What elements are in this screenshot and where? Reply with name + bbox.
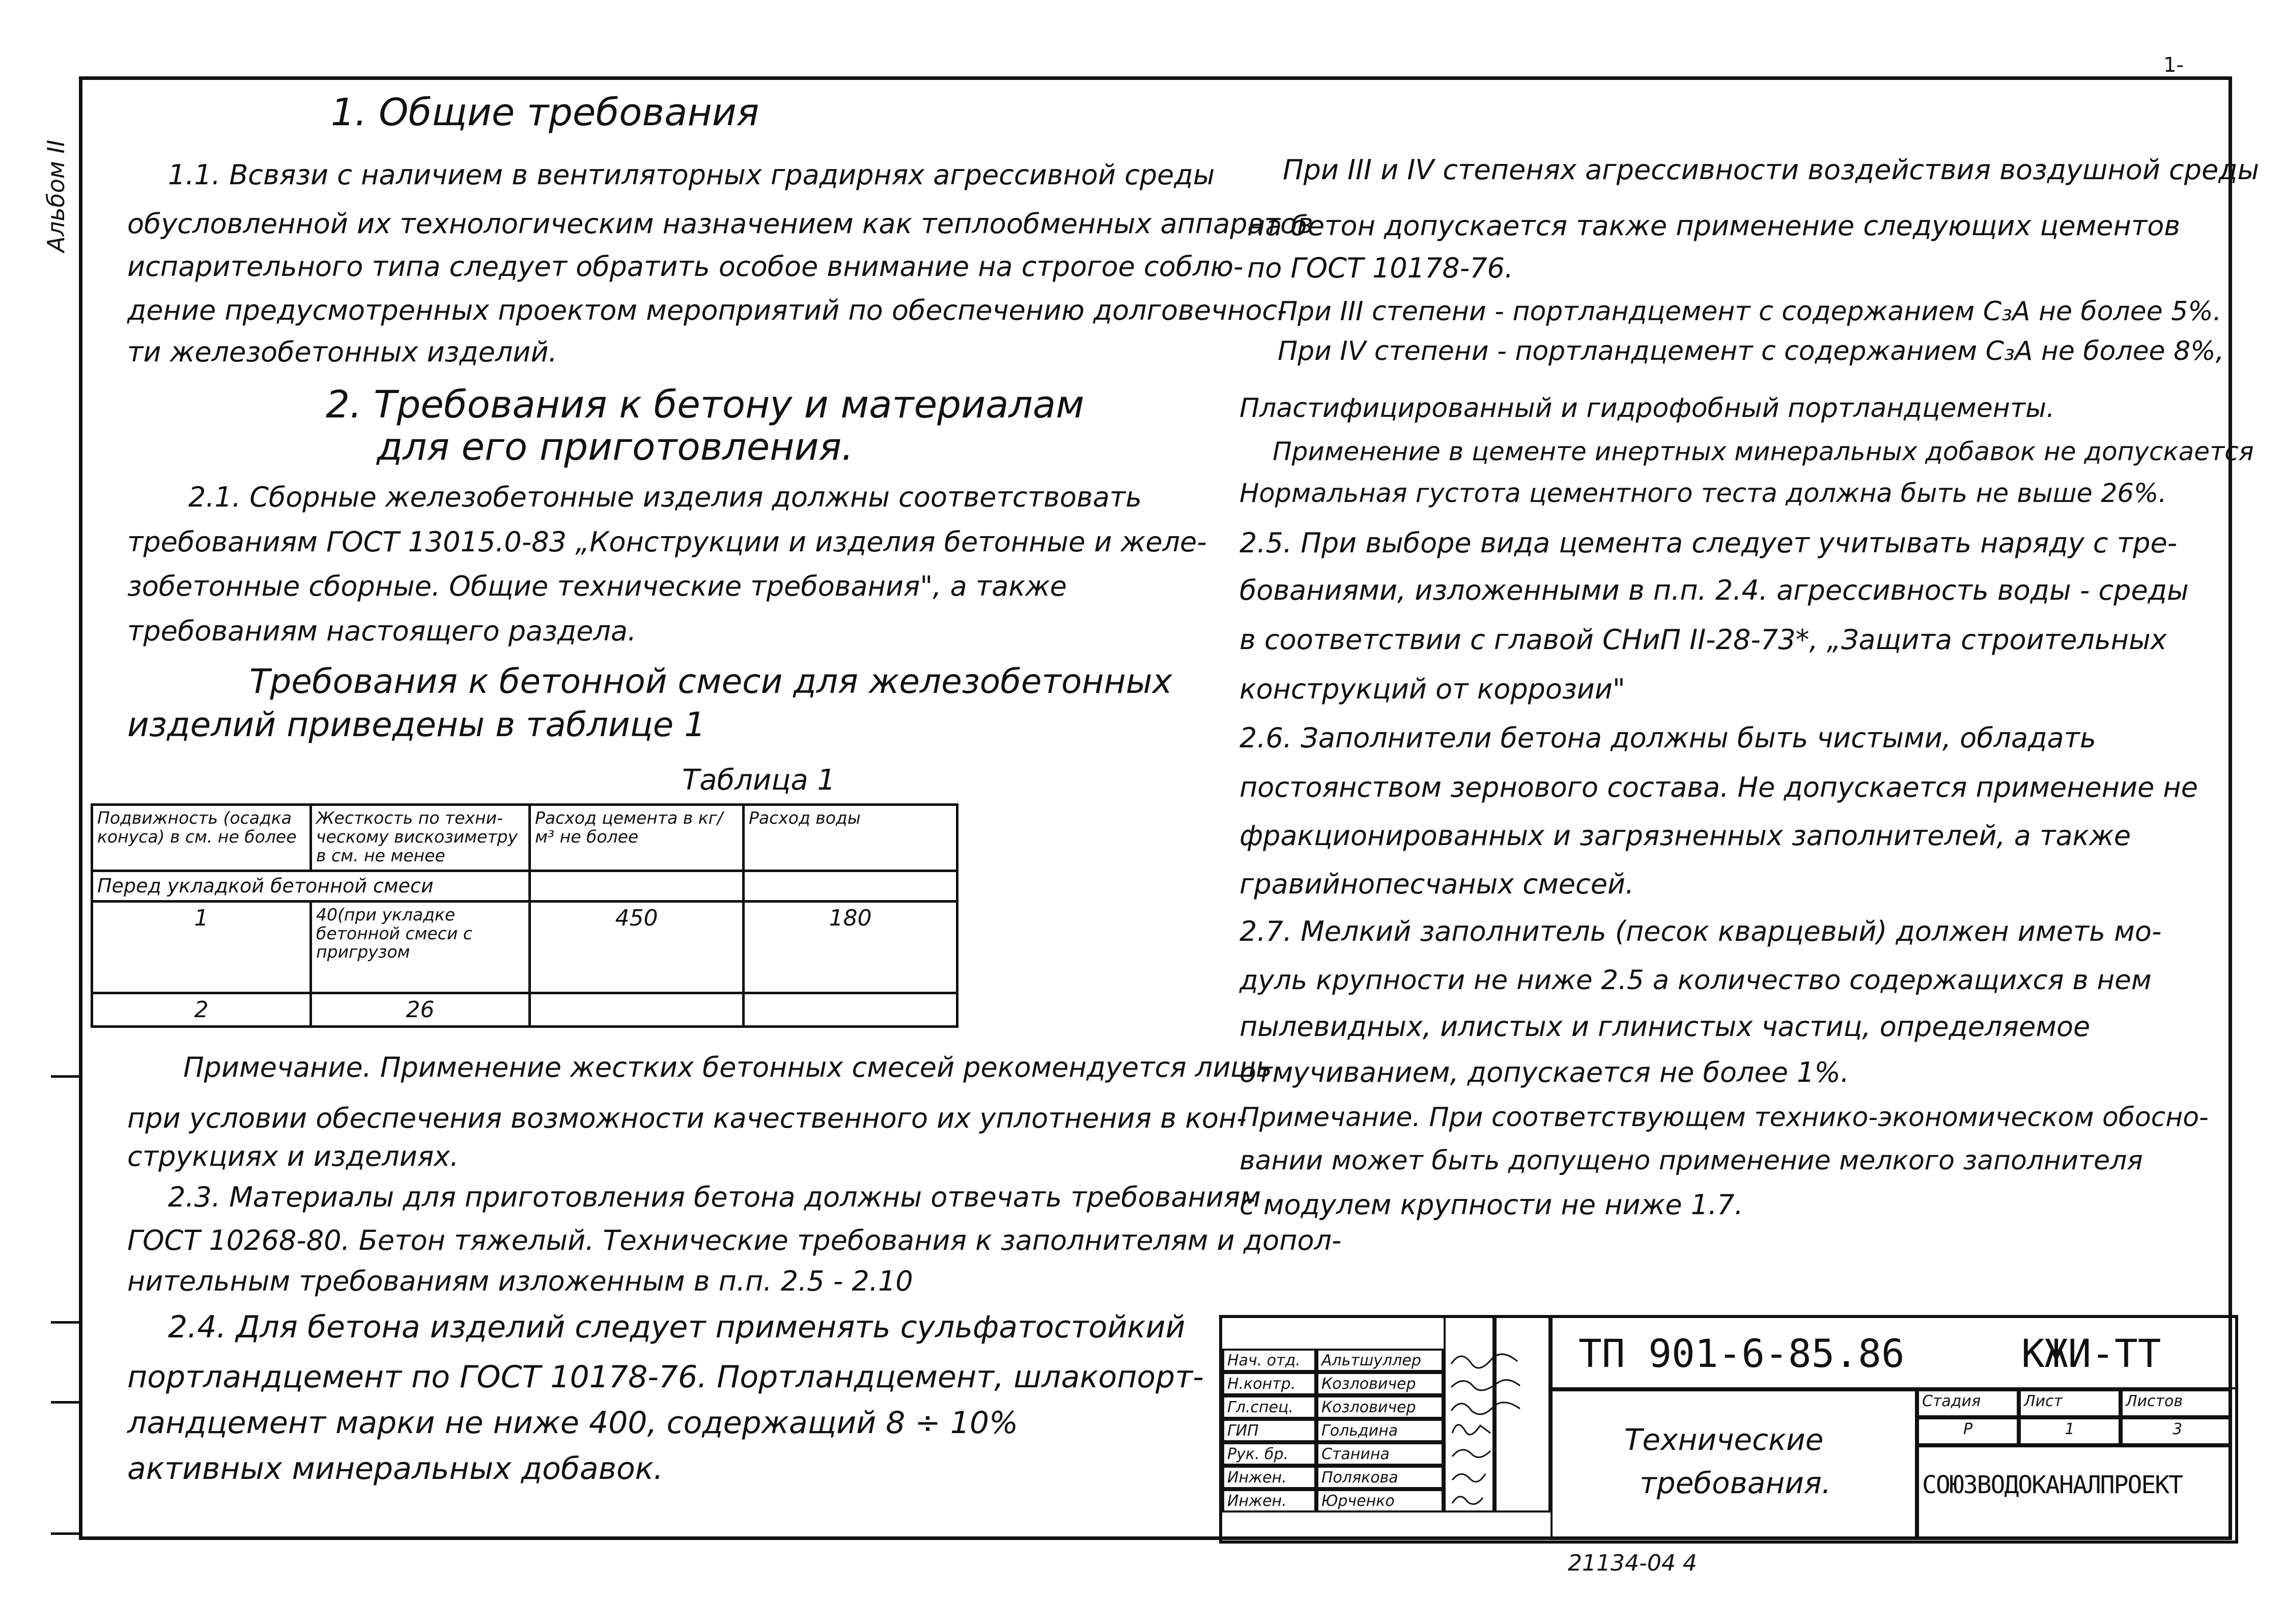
section-1-heading: 1. Общие требования xyxy=(331,91,759,134)
text-line: Примечание. Применение жестких бетонных смесей рекомендуется лишь xyxy=(183,1051,1272,1083)
table-cell: 40(при укладке бетонной смеси с пригрузом xyxy=(311,901,530,993)
table-row xyxy=(92,901,957,993)
name-cell: Козловичер xyxy=(1316,1372,1444,1395)
text-line: При III степени - портландцемент с содержанием C₃A не более 5%. xyxy=(1278,296,2222,327)
corner-mark: 1- xyxy=(2163,53,2184,77)
text-line: При IV степени - портландцемент с содержанием C₃A не более 8%, xyxy=(1278,336,2224,367)
table-subheader-cell: Перед укладкой бетонной смеси xyxy=(92,871,530,902)
text-line: требованиям настоящего раздела. xyxy=(127,615,637,647)
table-header-cell: Расход цемента в кг/м³ не более xyxy=(530,805,744,871)
text-line: конструкций от коррозии" xyxy=(1239,673,1625,705)
table-header-cell: Жесткость по техни- ческому вискозиметру в см. не менее xyxy=(311,805,530,871)
text-line: Примечание. При соответствующем технико-экономическом обосно- xyxy=(1239,1102,2209,1133)
text-line: Нормальная густота цементного теста должна быть не выше 26%. xyxy=(1239,479,2167,509)
table-header-cell: Подвижность (осадка конуса) в см. не более xyxy=(92,805,311,871)
sheet-title-cont: требования. xyxy=(1640,1466,1831,1500)
title-block xyxy=(1219,1315,2238,1544)
name-cell: Станина xyxy=(1316,1442,1444,1466)
text-line: постоянством зернового состава. Не допускается применение не xyxy=(1239,771,2198,803)
signature-stroke xyxy=(1452,1474,1485,1482)
table-cell: 180 xyxy=(744,901,957,993)
text-line: вании может быть допущено применение мелкого заполнителя xyxy=(1239,1145,2143,1176)
text-line: струкциях и изделиях. xyxy=(127,1140,459,1172)
signature-stroke xyxy=(1452,1450,1490,1458)
section-2-heading: 2. Требования к бетону и материалам xyxy=(326,383,1084,427)
text-line: Пластифицированный и гидрофобный портландцементы. xyxy=(1239,393,2055,424)
text-line: пылевидных, илистых и глинистых частиц, определяемое xyxy=(1239,1011,2091,1043)
table-cell: 1 xyxy=(92,901,311,993)
role-cell: Инжен. xyxy=(1222,1489,1316,1513)
text-line: фракционированных и загрязненных заполнителей, а также xyxy=(1239,820,2131,852)
table-header-cell: Расход воды xyxy=(744,805,957,871)
table-cell xyxy=(530,993,744,1026)
text-line: ти железобетонных изделий. xyxy=(127,336,557,368)
text-line: на бетон допускается также применение следующих цементов xyxy=(1247,210,2181,242)
text-line: портландцемент по ГОСТ 10178-76. Портландцемент, шлакопорт- xyxy=(127,1359,1204,1395)
table-cell xyxy=(530,871,744,902)
stage-label: Стадия xyxy=(1917,1389,2019,1417)
role-cell: Рук. бр. xyxy=(1222,1442,1316,1466)
stage-value: Р xyxy=(1917,1417,2019,1445)
sheet-value: 1 xyxy=(2019,1417,2121,1445)
text-line: 2.5. При выборе вида цемента следует учитывать наряду с тре- xyxy=(1239,527,2178,559)
text-line: 2.4. Для бетона изделий следует применять сульфатостойкий xyxy=(168,1309,1186,1345)
sheet-label: Лист xyxy=(2019,1389,2121,1417)
text-line: бованиями, изложенными в п.п. 2.4. агрессивность воды - среды xyxy=(1239,574,2189,606)
role-cell: Инжен. xyxy=(1222,1466,1316,1489)
archive-number: 21134-04 4 xyxy=(1568,1550,1697,1576)
name-cell: Альтшуллер xyxy=(1316,1349,1444,1372)
table-cell: 450 xyxy=(530,901,744,993)
margin-tick xyxy=(51,1321,79,1324)
sheet-title: Технические xyxy=(1624,1422,1824,1457)
document-code: ТП 901-6-85.86 xyxy=(1578,1331,1905,1376)
date-column xyxy=(1495,1318,1550,1513)
text-line: При III и IV степенях агрессивности воздействия воздушной среды xyxy=(1283,154,2260,186)
text-line: в соответствии с главой СНиП II-28-73*, „Защита строительных xyxy=(1239,624,2167,656)
text-line: дение предусмотренных проектом мероприятий по обеспечению долговечнос- xyxy=(127,294,1287,326)
text-line: 2.1. Сборные железобетонные изделия должны соответствовать xyxy=(188,481,1142,513)
table-caption: Таблица 1 xyxy=(682,764,836,797)
name-cell: Юрченко xyxy=(1316,1489,1444,1513)
organization-name: СОЮЗВОДОКАНАЛПРОЕКТ xyxy=(1922,1471,2183,1499)
text-line: обусловленной их технологическим назначением как теплообменных аппаратов xyxy=(127,208,1313,240)
sheets-label: Листов xyxy=(2121,1389,2232,1417)
role-cell: Н.контр. xyxy=(1222,1372,1316,1395)
role-cell: ГИП xyxy=(1222,1419,1316,1442)
table-cell xyxy=(744,871,957,902)
document-mark: КЖИ-ТТ xyxy=(2021,1331,2161,1376)
table-cell: 26 xyxy=(311,993,530,1026)
name-cell: Гольдина xyxy=(1316,1419,1444,1442)
section-2-heading-cont: для его приготовления. xyxy=(377,425,854,469)
text-line: требованиям ГОСТ 13015.0-83 „Конструкции и изделия бетонные и желе- xyxy=(127,526,1207,558)
text-line: дуль крупности не ниже 2.5 а количество содержащихся в нем xyxy=(1239,965,2152,996)
text-line: 2.6. Заполнители бетона должны быть чистыми, обладать xyxy=(1239,722,2096,754)
name-cell: Козловичер xyxy=(1316,1395,1444,1419)
text-line: 2.7. Мелкий заполнитель (песок кварцевый) должен иметь мо- xyxy=(1239,915,2162,947)
sheets-value: 3 xyxy=(2121,1417,2232,1445)
text-line: ландцемент марки не ниже 400, содержащий 8 ÷ 10% xyxy=(127,1405,1019,1441)
text-line: с модулем крупности не ниже 1.7. xyxy=(1239,1189,1743,1221)
name-cell: Полякова xyxy=(1316,1466,1444,1489)
text-line: изделий приведены в таблице 1 xyxy=(127,705,706,744)
album-label xyxy=(36,120,76,272)
text-line: Применение в цементе инертных минеральных добавок не допускается xyxy=(1273,437,2254,466)
text-line: по ГОСТ 10178-76. xyxy=(1247,252,1514,284)
text-line: зобетонные сборные. Общие технические требования", а также xyxy=(127,570,1067,602)
table-subheader-row xyxy=(92,871,957,902)
text-line: отмучиванием, допускается не более 1%. xyxy=(1239,1056,1849,1088)
signature-stroke xyxy=(1452,1425,1490,1435)
table-cell: 2 xyxy=(92,993,311,1026)
role-cell: Гл.спец. xyxy=(1222,1395,1316,1419)
table-row xyxy=(92,993,957,1026)
text-line: Требования к бетонной смеси для железобетонных xyxy=(249,662,1172,701)
margin-tick xyxy=(51,1532,79,1535)
text-line: испарительного типа следует обратить особое внимание на строгое соблю- xyxy=(127,250,1244,283)
text-line: 2.3. Материалы для приготовления бетона должны отвечать требованиям xyxy=(168,1181,1261,1213)
album-label-text: Альбом II xyxy=(42,139,70,253)
text-line: 1.1. Всвязи с наличием в вентиляторных градирнях агрессивной среды xyxy=(168,159,1215,191)
concrete-mix-table xyxy=(91,803,958,1028)
table-header-row xyxy=(92,805,957,871)
text-line: ГОСТ 10268-80. Бетон тяжелый. Технические требования к заполнителям и допол- xyxy=(127,1224,1342,1256)
margin-tick xyxy=(51,1401,79,1404)
table-cell xyxy=(744,993,957,1026)
role-cell: Нач. отд. xyxy=(1222,1349,1316,1372)
text-line: при условии обеспечения возможности качественного их уплотнения в кон- xyxy=(127,1102,1247,1134)
title-cell xyxy=(1550,1389,1917,1537)
signature-stroke xyxy=(1452,1497,1483,1504)
text-line: активных минеральных добавок. xyxy=(127,1451,663,1487)
text-line: гравийнопесчаных смесей. xyxy=(1239,868,1634,900)
margin-tick xyxy=(51,1075,79,1078)
text-line: нительным требованиям изложенным в п.п. 2.5 - 2.10 xyxy=(127,1265,913,1297)
